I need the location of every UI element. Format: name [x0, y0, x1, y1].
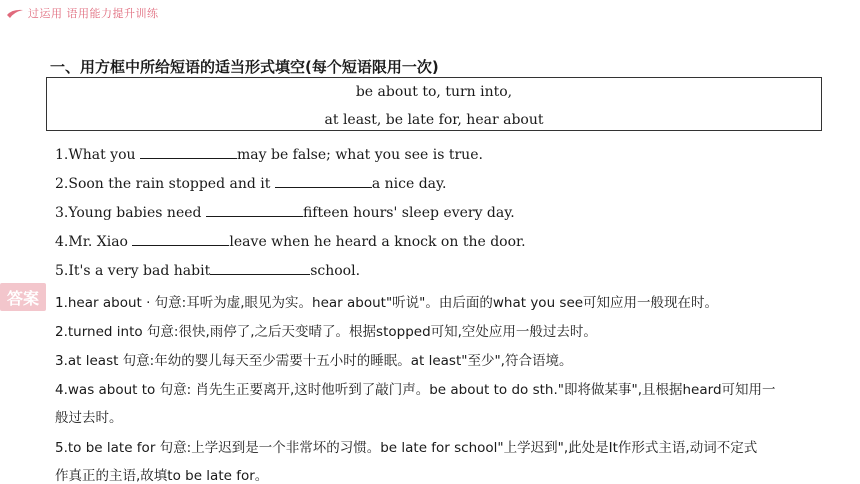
answer-badge: 答案 [0, 283, 46, 311]
question-text: 4.Mr. Xiao [55, 234, 133, 250]
question-3 [55, 202, 515, 221]
phrase-line-1: be about to, turn into, [355, 84, 513, 100]
question-text: a nice day. [371, 176, 447, 192]
answer-5-cont: 作真正的主语,故填to be late for。 [55, 468, 269, 484]
question-text: leave when he heard a knock on the door. [229, 234, 526, 250]
question-1 [55, 144, 483, 163]
question-text: 5.It's a very bad habit [55, 263, 211, 279]
swoosh-icon [6, 7, 24, 19]
answer-5: 5.to be late for 句意:上学迟到是一个非常坏的习惯。be late for school"上学迟到",此处是It作形式主语,动词不定式 [55, 440, 758, 456]
answer-blank[interactable] [132, 231, 229, 246]
answer-2: 2.turned into 句意:很快,雨停了,之后天变晴了。根据stopped可知,空处应用一般过去时。 [55, 324, 597, 340]
question-text: school. [310, 263, 361, 279]
answer-blank[interactable] [140, 144, 237, 159]
section-title: 一、用方框中所给短语的适当形式填空(每个短语限用一次) [50, 58, 439, 76]
answer-blank[interactable] [275, 173, 372, 188]
question-4 [55, 231, 526, 250]
answer-3: 3.at least 句意:年幼的婴儿每天至少需要十五小时的睡眠。at least"至少",符合语境。 [55, 353, 573, 369]
answer-4: 4.was about to 句意: 肖先生正要离开,这时他听到了敲门声。be about to do sth."即将做某事",且根据heard可知用一 [55, 382, 776, 398]
question-text: may be false; what you see is true. [237, 147, 483, 163]
question-5 [55, 260, 360, 279]
question-text: 2.Soon the rain stopped and it [55, 176, 275, 192]
question-text: 1.What you [55, 147, 140, 163]
phrase-line-2: at least, be late for, hear about [324, 112, 544, 128]
answer-blank[interactable] [210, 260, 310, 275]
question-text: 3.Young babies need [55, 205, 206, 221]
answer-4-cont: 般过去时。 [55, 410, 123, 426]
answer-blank[interactable] [206, 202, 303, 217]
answer-1: 1.hear about · 句意:耳听为虚,眼见为实。hear about"听说"。由后面的what you see可知应用一般现在时。 [55, 295, 719, 311]
top-header [6, 4, 159, 22]
phrase-box [46, 77, 822, 131]
question-2 [55, 173, 447, 192]
question-text: fifteen hours' sleep every day. [302, 205, 515, 221]
header-tag: 过运用 语用能力提升训练 [28, 7, 159, 20]
